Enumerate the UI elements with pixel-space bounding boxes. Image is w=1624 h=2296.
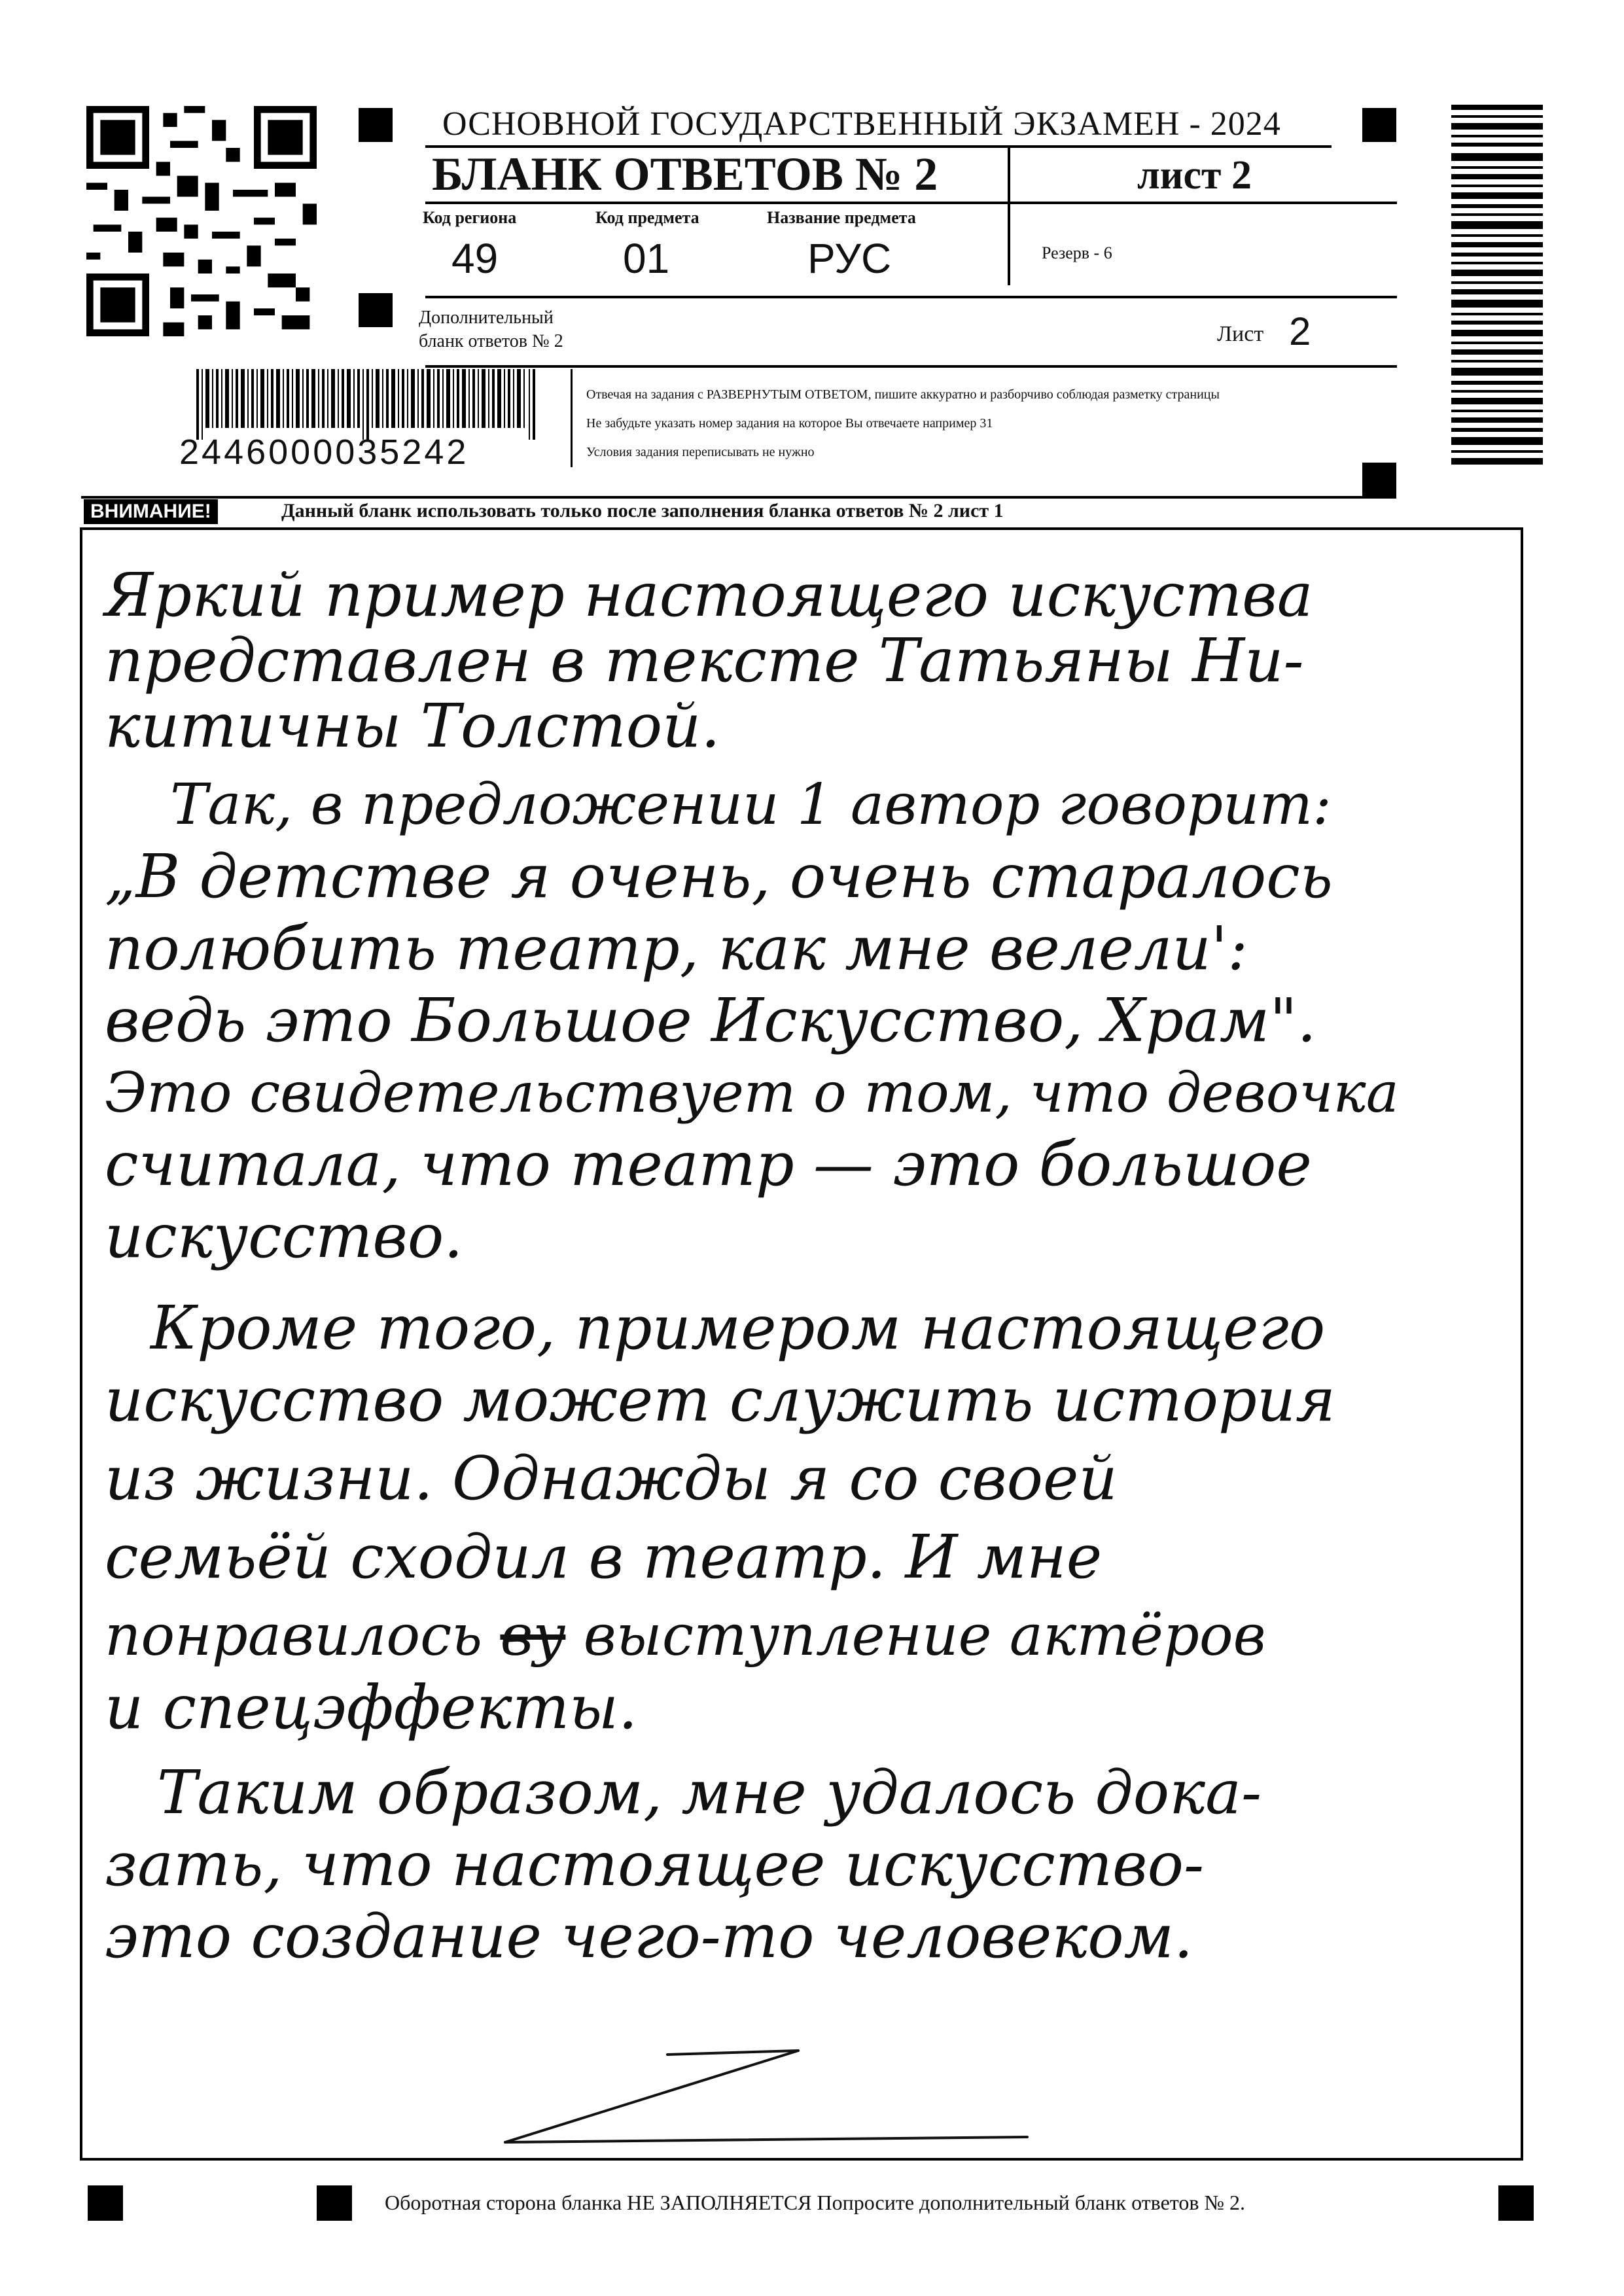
registration-mark-bottom-left [88, 2185, 123, 2221]
registration-mark-top-right [1362, 108, 1396, 142]
answer-line-15-end: выступление актёров [583, 1603, 1266, 1669]
sheet-number: 2 [1289, 309, 1311, 353]
answer-line-17: Таким образом, мне удалось дока- [157, 1757, 1262, 1828]
header-rule-3 [425, 296, 1397, 298]
attention-rule [81, 496, 1396, 499]
answer-line-7: ведь это Большое Искусство, Храм". [105, 985, 1316, 1055]
registration-mark-mid-right [1362, 463, 1396, 497]
instruction-line-1: Отвечая на задания с РАЗВЕРНУТЫМ ОТВЕТОМ, пишите аккуратно и разборчиво соблюдая разметку страницы [586, 387, 1220, 402]
answer-line-5: „В детстве я очень, очень старалось [105, 841, 1333, 911]
header-divider [1008, 148, 1010, 285]
footer-note: Оборотная сторона бланка НЕ ЗАПОЛНЯЕТСЯ Попросите дополнительный бланк ответов № 2. [385, 2191, 1245, 2214]
struck-word: ву [500, 1603, 566, 1669]
answer-line-4: Так, в предложении 1 автор говорит: [170, 772, 1332, 838]
instruction-line-3: Условия задания переписывать не нужно [586, 445, 815, 459]
answer-line-18: зать, что настоящее искусство- [105, 1829, 1205, 1899]
answer-line-8: Это свидетельствует о том, что девочка [105, 1061, 1399, 1125]
side-barcode [1451, 105, 1543, 471]
registration-mark-bottom-center [317, 2185, 352, 2221]
header-rule-2 [425, 202, 1397, 204]
answer-line-1: Яркий пример настоящего искуства [105, 560, 1313, 630]
sheet-title: лист 2 [1137, 153, 1252, 198]
subject-name-value: РУС [807, 235, 892, 282]
registration-mark-top-left [359, 108, 393, 142]
reserve-label: Резерв - 6 [1042, 243, 1112, 262]
qr-code [86, 106, 317, 336]
subject-name-label: Название предмета [767, 208, 916, 227]
additional-label-line2: бланк ответов № 2 [419, 331, 563, 351]
registration-mark-mid-left [359, 293, 393, 327]
blank-title: БЛАНК ОТВЕТОВ № 2 [432, 148, 938, 200]
answer-line-3: китичны Толстой. [105, 691, 720, 761]
region-value: 49 [451, 235, 499, 282]
answer-line-13: из жизни. Однажды я со своей [105, 1443, 1118, 1513]
answer-line-19: это создание чего-то человеком. [105, 1901, 1193, 1971]
sheet-label: Лист [1217, 322, 1264, 346]
subject-code-value: 01 [623, 235, 670, 282]
region-label: Код региона [423, 208, 517, 227]
answer-line-10: искусство. [105, 1201, 463, 1271]
z-mark [458, 2002, 1047, 2146]
answer-line-15-start: понравилось [105, 1603, 483, 1669]
subject-code-label: Код предмета [595, 208, 699, 227]
answer-line-9: считала, что театр — это большое [105, 1129, 1312, 1199]
instructions-divider [571, 369, 573, 467]
barcode-number: 2446000035242 [179, 433, 469, 472]
answer-line-15 [105, 1603, 1531, 1669]
answer-line-6: полюбить театр, как мне велели': [105, 913, 1248, 983]
answer-line-11: Кроме того, примером настоящего [150, 1293, 1326, 1363]
attention-text: Данный бланк использовать только после заполнения бланка ответов № 2 лист 1 [281, 500, 1004, 521]
additional-label-line1: Дополнительный [419, 308, 554, 328]
answer-line-14: семьёй сходил в театр. И мне [105, 1522, 1103, 1592]
answer-line-16: и спецэффекты. [105, 1672, 638, 1742]
instruction-line-2: Не забудьте указать номер задания на которое Вы отвечаете например 31 [586, 416, 993, 431]
form-barcode [194, 369, 547, 440]
header-rule-4 [425, 365, 1397, 368]
registration-mark-bottom-right [1498, 2185, 1534, 2221]
exam-title: ОСНОВНОЙ ГОСУДАРСТВЕННЫЙ ЭКЗАМЕН - 2024 [442, 105, 1281, 143]
answer-line-12: искусство может служить история [105, 1365, 1336, 1435]
answer-line-2: представлен в тексте Татьяны Ни- [105, 626, 1304, 696]
attention-badge: ВНИМАНИЕ! [84, 499, 218, 524]
